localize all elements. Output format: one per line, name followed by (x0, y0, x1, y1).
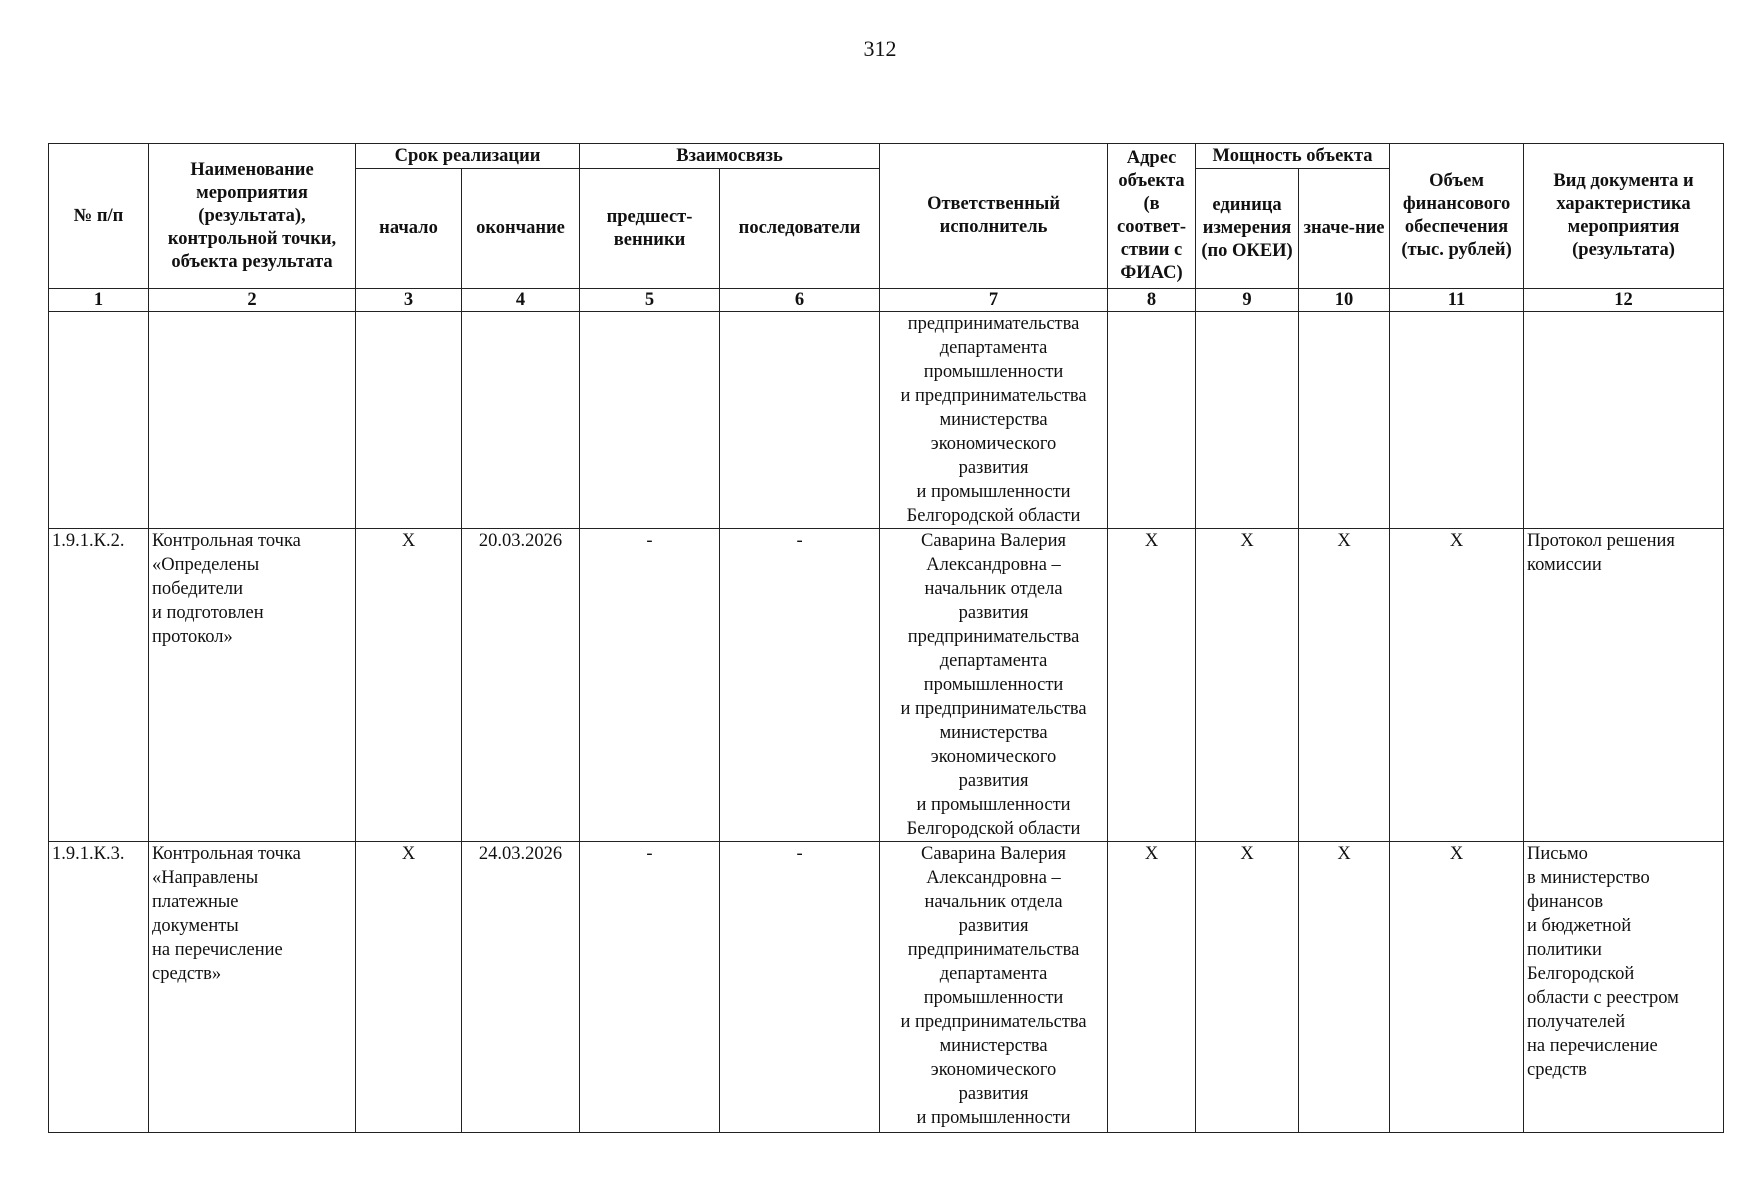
executor-line: Белгородской области (906, 819, 1081, 839)
column-number: 3 (356, 289, 462, 312)
cell-name (149, 312, 356, 529)
header-finance: Объем финансового обеспечения (тыс. рублей) (1390, 144, 1524, 289)
doc-line: политики (1527, 940, 1602, 960)
table-row (49, 842, 1724, 1133)
cell-start: X (356, 842, 462, 1133)
cell-finance: X (1390, 842, 1524, 1133)
cell-finance (1390, 312, 1524, 529)
header-link-group: Взаимосвязь (580, 144, 880, 169)
name-line: платежные (152, 892, 239, 912)
table-row (49, 529, 1724, 842)
doc-line: на перечисление (1527, 1036, 1658, 1056)
header-doc: Вид документа и характеристика мероприятия (результата) (1524, 144, 1724, 289)
header-term-start: начало (356, 169, 462, 289)
cell-value: X (1299, 529, 1390, 842)
executor-line: и предпринимательства (900, 699, 1087, 719)
name-line: Контрольная точка (152, 844, 301, 864)
cell-value: X (1299, 842, 1390, 1133)
doc-line: финансов (1527, 892, 1604, 912)
cell-no: 1.9.1.К.2. (49, 529, 149, 842)
doc-line: Белгородской (1527, 964, 1635, 984)
header-no: № п/п (49, 144, 149, 289)
header-capacity-value: значе-ние (1299, 169, 1390, 289)
cell-executor (880, 842, 1108, 1133)
column-number: 10 (1299, 289, 1390, 312)
cell-unit: X (1196, 842, 1299, 1133)
executor-line: департамента (939, 338, 1048, 358)
executor-line: и промышленности (916, 795, 1071, 815)
executor-line: экономического (930, 747, 1057, 767)
cell-executor (880, 312, 1108, 529)
cell-doc (1524, 842, 1724, 1133)
doc-line: средств (1527, 1060, 1587, 1080)
cell-address: X (1108, 842, 1196, 1133)
column-number: 2 (149, 289, 356, 312)
column-number: 4 (462, 289, 580, 312)
column-number: 7 (880, 289, 1108, 312)
doc-line: Письмо (1527, 844, 1588, 864)
cell-pred (580, 312, 720, 529)
name-line: «Определены (152, 555, 260, 575)
cell-name (149, 529, 356, 842)
executor-line: министерства (939, 1036, 1048, 1056)
executor-line: промышленности (923, 362, 1064, 382)
cell-pred: - (580, 842, 720, 1133)
column-number: 9 (1196, 289, 1299, 312)
name-line: протокол» (152, 627, 233, 647)
cell-no (49, 312, 149, 529)
column-number: 1 (49, 289, 149, 312)
column-number: 6 (720, 289, 880, 312)
cell-pred: - (580, 529, 720, 842)
name-line: документы (152, 916, 239, 936)
executor-line: министерства (939, 410, 1048, 430)
executor-line: развития (958, 771, 1029, 791)
cell-unit: X (1196, 529, 1299, 842)
cell-name (149, 842, 356, 1133)
executor-line: развития (958, 1084, 1029, 1104)
executor-line: предпринимательства (907, 314, 1080, 334)
doc-line: комиссии (1527, 555, 1602, 575)
cell-doc (1524, 312, 1724, 529)
executor-line: начальник отдела (924, 892, 1063, 912)
page-number: 312 (863, 36, 897, 61)
executor-line: Саварина Валерия (921, 844, 1067, 864)
header-executor: Ответственный исполнитель (880, 144, 1108, 289)
executor-line: начальник отдела (924, 579, 1063, 599)
executor-line: департамента (939, 964, 1048, 984)
column-number: 12 (1524, 289, 1724, 312)
header-term-group: Срок реализации (356, 144, 580, 169)
header-link-succ: последователи (720, 169, 880, 289)
executor-line: промышленности (923, 988, 1064, 1008)
header-link-pred: предшест-венники (580, 169, 720, 289)
cell-finance: X (1390, 529, 1524, 842)
executor-line: предпринимательства (907, 940, 1080, 960)
executor-line: развития (958, 603, 1029, 623)
name-line: средств» (152, 964, 222, 984)
cell-executor (880, 529, 1108, 842)
executor-line: Александровна – (926, 555, 1061, 575)
name-line: на перечисление (152, 940, 283, 960)
executor-line: развития (958, 916, 1029, 936)
column-number: 11 (1390, 289, 1524, 312)
cell-end: 24.03.2026 (462, 842, 580, 1133)
cell-no: 1.9.1.К.3. (49, 842, 149, 1133)
executor-line: Саварина Валерия (921, 531, 1067, 551)
header-term-end: окончание (462, 169, 580, 289)
cell-end: 20.03.2026 (462, 529, 580, 842)
column-number: 8 (1108, 289, 1196, 312)
cell-succ: - (720, 842, 880, 1133)
cell-address: X (1108, 529, 1196, 842)
executor-line: предпринимательства (907, 627, 1080, 647)
executor-line: Александровна – (926, 868, 1061, 888)
name-line: победители (152, 579, 244, 599)
executor-line: развития (958, 458, 1029, 478)
name-line: и подготовлен (152, 603, 264, 623)
header-capacity-group: Мощность объекта (1196, 144, 1390, 169)
name-line: «Направлены (152, 868, 259, 888)
header-address: Адрес объекта (в соответ-ствии с ФИАС) (1108, 144, 1196, 289)
table-row (49, 312, 1724, 529)
cell-start (356, 312, 462, 529)
executor-line: и промышленности (916, 1108, 1071, 1128)
plan-table (48, 143, 1724, 1133)
doc-line: Протокол решения (1527, 531, 1675, 551)
executor-line: Белгородской области (906, 506, 1081, 526)
cell-start: X (356, 529, 462, 842)
executor-line: департамента (939, 651, 1048, 671)
executor-line: промышленности (923, 675, 1064, 695)
cell-succ (720, 312, 880, 529)
executor-line: министерства (939, 723, 1048, 743)
cell-unit (1196, 312, 1299, 529)
executor-line: экономического (930, 1060, 1057, 1080)
cell-value (1299, 312, 1390, 529)
doc-line: в министерство (1527, 868, 1650, 888)
executor-line: экономического (930, 434, 1057, 454)
header-name: Наименование мероприятия (результата), контрольной точки, объекта результата (149, 144, 356, 289)
cell-succ: - (720, 529, 880, 842)
header-capacity-unit: единица измерения (по ОКЕИ) (1196, 169, 1299, 289)
cell-end (462, 312, 580, 529)
name-line: Контрольная точка (152, 531, 301, 551)
executor-line: и предпринимательства (900, 1012, 1087, 1032)
executor-line: и предпринимательства (900, 386, 1087, 406)
cell-doc (1524, 529, 1724, 842)
doc-line: области с реестром (1527, 988, 1679, 1008)
executor-line: и промышленности (916, 482, 1071, 502)
doc-line: и бюджетной (1527, 916, 1632, 936)
cell-address (1108, 312, 1196, 529)
column-number: 5 (580, 289, 720, 312)
doc-line: получателей (1527, 1012, 1626, 1032)
